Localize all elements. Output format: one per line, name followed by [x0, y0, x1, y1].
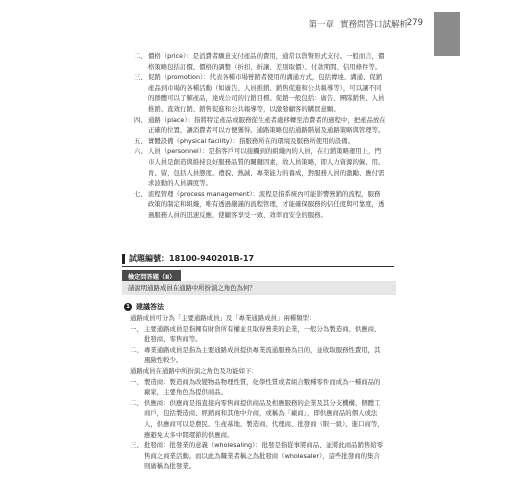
list-item-number: 二、: [130, 345, 143, 354]
answer-heading-label: 建議答法: [136, 303, 164, 311]
page-number: 279: [406, 18, 423, 28]
list-item-text: 流程管理（process management）：流程是指系統內可能影響營銷的流程，服務政策的制定和組織，唯有透過嚴謹的流程管理，才能確保服務的信任度與可靠度，透過服務人員的迅速反應，使顧客享受一致、效率而安全的服務。: [148, 189, 385, 219]
list-item: [130, 345, 386, 366]
section-heading-label: 試題編號：18100-940201B-17: [129, 254, 255, 263]
role-intro: 通路成員在通路中所扮演之角色及功能如下：: [130, 366, 258, 375]
list-item-number: 四、: [134, 115, 147, 124]
chapter-label: 第一章: [308, 20, 334, 30]
list-item: [134, 136, 386, 147]
list-item-text: 製造商：製造商為改變物品物理性質，化學性質或者組合數種零件而成為一種商品的廠家，主要角色為提供商品。: [144, 377, 381, 397]
list-item-number: 七、: [134, 189, 147, 198]
answer-intro: 通路成員可分為「主要通路成員」及「專業通路成員」兩種類型：: [130, 314, 316, 322]
list-item-text: 促銷（promotion）：代表各種市場營銷者使用的溝通方式，包括傳達、溝通、促銷產品到市場的各種活動（如廣告、人員推銷、銷售促進和公共報導等），可以讓不同的群體可以了解產品，達成公司的行銷目標。促銷一般包括：廣告、團隊銷售、人員推銷、直效行銷、銷售促進和公共報導等，以激發顧客的購買意願。: [148, 73, 385, 113]
list-item-text: 專業通路成員是指為主要通路成員提供專業流通服務為目的，並收取服務性費用，其風險性較少。: [144, 345, 381, 365]
thumb-tab: [434, 12, 460, 56]
number-one-icon: 1: [124, 303, 132, 311]
list-item-text: 供應商：供應商是指直接向零售商提供商品及相應服務的企業及其分支機構、個體工商戶，包括製造商、經銷商和其他中介商，或稱為「廠商」，即供應商品的個人或法人，供應商可以是農民、生產基地、製造商、代理商、批發商（限一級）、進口商等，應避免太多中間環節的供應商。: [144, 398, 384, 439]
list-item-text: 價格（price）：是消費者願意支付產品的費用，通常以貨幣形式支付。一般而言，價格策略包括訂價、價格的調整（折扣、折讓、差別取價）、付款期間、信用條件等。: [148, 52, 385, 71]
list-item-text: 通路（place）：指將特定產品或服務從生產者處移轉至消費者的過程中，把產品放在正確的位置，讓消費者可以方便獲得。通路策略包括通路階層及通路策略與管理等。: [148, 115, 386, 135]
list-item: [130, 324, 386, 345]
list-item: [130, 398, 386, 440]
marketing-mix-list: [134, 51, 386, 221]
question-text: 請說明通路成員在通路中所扮演之角色為何？: [128, 284, 256, 292]
list-item-text: 人員（personnel）：是指客戶可以接觸到的組織內的人員，在行銷策略運用上，門市人員是創造與維持良好服務品質的關鍵因素，故人員策略，即人力資源的僱、用、育、留，包括人員態度、禮貌、熱誠、專業能力的養成，對服務人員的激勵、應付需求波動的人員調度等。: [148, 147, 385, 188]
list-item-text: 主要通路成員是指擁有財貨所有權並且取得營業的企業，一般分為製造商、供應商、批發商、零售商等。: [144, 324, 381, 344]
list-item-number: 一、: [130, 324, 143, 333]
running-head: [308, 18, 408, 30]
heading-bar: [122, 254, 125, 264]
list-item: [134, 115, 386, 136]
list-item-number: 二、: [130, 398, 143, 407]
list-item: [134, 146, 386, 188]
list-item-text: 實體設備（physical facility）：指服務所在的環境及服務所使用的設備。: [148, 136, 355, 145]
list-item-number: 二、: [134, 52, 147, 60]
answer-body: [130, 313, 386, 472]
list-item-text: 批發商：批發業的意義（wholesaling）：批發是指從事將商品、並將此商品銷售給零售商之商業活動。而以此為職業者稱之為批發商（wholesaler），這些批發商的集合則廣稱為批發業。: [144, 441, 384, 471]
list-item-number: 五、: [134, 136, 147, 145]
list-item-number: 一、: [130, 377, 143, 386]
list-item: [134, 51, 386, 72]
question-type-tag: 檢定問答題（Ⅱ）: [122, 270, 181, 282]
list-item: [130, 377, 386, 398]
question-box: [122, 281, 396, 295]
answer-heading: [124, 302, 164, 312]
list-item-number: 三、: [130, 441, 143, 450]
list-item: [130, 440, 386, 472]
list-item-number: 六、: [134, 147, 147, 156]
chapter-title: 實務問答口試解析: [339, 20, 408, 30]
list-item: [134, 189, 386, 221]
list-item: [134, 72, 386, 114]
section-heading: [122, 253, 394, 267]
list-item-number: 三、: [134, 73, 147, 82]
